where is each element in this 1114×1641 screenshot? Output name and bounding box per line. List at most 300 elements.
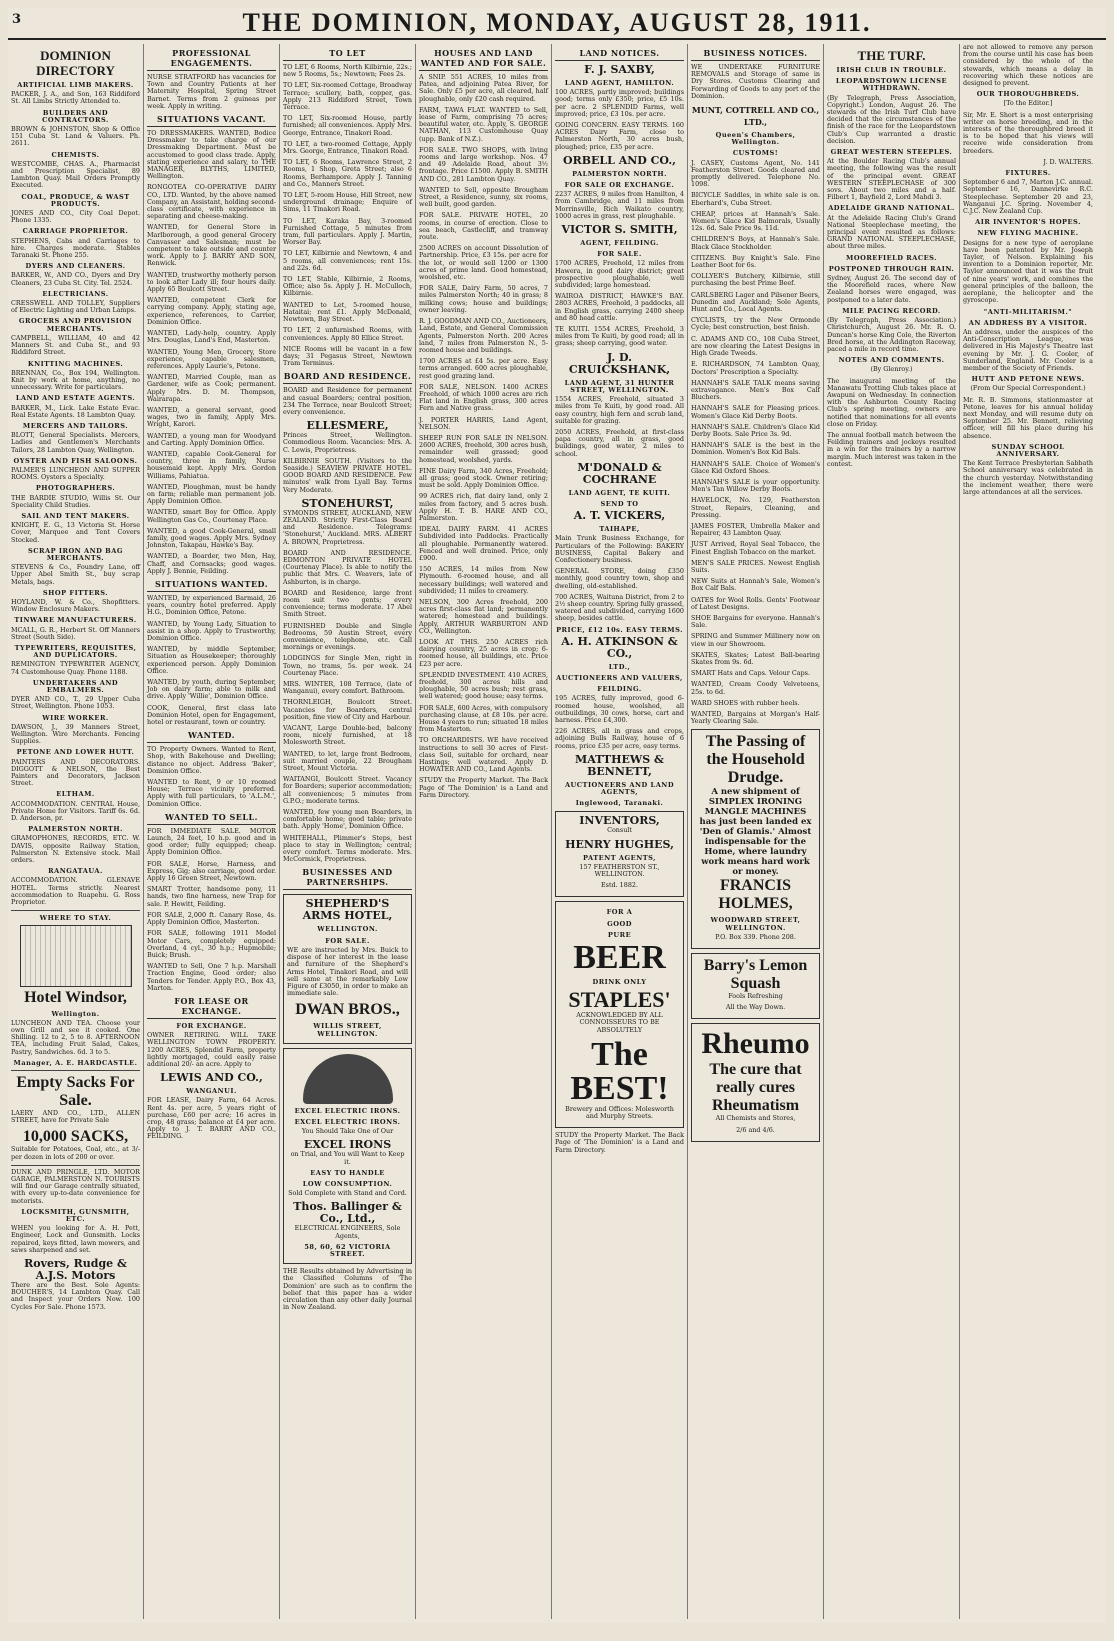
irish-title: IRISH CLUB IN TROUBLE. [836,66,947,74]
directory-entry: JONES AND CO., City Coal Depot. Phone 1335. [11,209,140,225]
vickers-name: A. T. VICKERS, [573,509,666,523]
results-notice: THE Results obtained by Advertising in the Classified Columns of 'The Dominion' are such as to confirm the belief that this paper has a wider circulation than any other daily Journal in New Zealand. [283,1267,412,1312]
directory-section-title: ELECTRICIANS. [42,289,109,298]
business-notice: HANNAH'S SALE TALK means saving extravagance. Men's Box Calf Bluchers. [691,378,820,402]
dwan-place: WILLIS STREET, WELLINGTON. [313,1022,382,1038]
directory-section-title: MERCERS AND TAILORS. [22,421,129,430]
sacks-count: 10,000 SACKS, [22,1128,129,1146]
vacant-ad: WANTED, trustworthy motherly person to look after Lady ill; four hours daily. Apply 65 Boulcott Street. [147,270,276,294]
barrys-sub: Fools Refreshing [728,992,783,1001]
business-notice: HANNAH'S SALE. Choice of Women's Glace Kid Oxford Shoes. [691,459,820,475]
rheumo-price: 2/6 and 4/6. [736,1125,775,1134]
motor-garage-ad: DUNK AND PRINGLE, LTD. MOTOR GARAGE, PALMERSTON N. TOURISTS will find our Garage centrally situated, with every up-to-date convenience for motorists. [11,1167,140,1205]
directory-entry: DAWSON, J., 39 Manners Street, Wellington. Wire Merchants. Fencing Supplies. [11,722,140,746]
directory-entry: THE BARDIE STUDIO, Willis St. Our Speciality Child Studies. [11,493,140,509]
moorefield-sub: POSTPONED THROUGH RAIN. [828,264,955,273]
directory-entry: MCALL, G. R., Herbert St. Off Manners Street (South Side). [11,625,140,641]
acre-2803: WAIROA DISTRICT, HAWKE'S BAY. 2803 ACRES, Freehold, 3 paddocks, all in English grass, carrying 2400 sheep and 80 head cattle. [555,292,684,322]
irons-trial: on Trial, and You will Want to Keep it. [290,1150,405,1166]
directory-section-title: COAL, PRODUCE, & WAST PRODUCTS. [21,192,130,208]
stonehurst-text: SYMONDS STREET, AUCKLAND, NEW ZEALAND. Strictly First-Class Board and Residence. Telegrams: 'Stonehurst,' Auckland. MRS. ALBERT A. BROWN, Proprietress. [283,508,412,546]
munt-name: MUNT, COTTRELL AND CO., LTD., [691,105,820,128]
hughes-sub: PATENT AGENTS, [583,853,656,862]
land-ad: 99 ACRES rich, flat dairy land, only 2 miles from factory, and 5 acres bush. Apply H. T. B. HARE AND CO., Palmerston. [419,492,548,522]
vacant-ad: WANTED, Married Couple, man as Gardener, wife as Cook; permanent. Apply Mrs. D. M. Thompson, Wairarapa. [147,373,276,403]
anti-sub: AN ADDRESS BY A VISITOR. [968,318,1088,327]
board-heading: BOARD AND RESIDENCE. [283,371,412,384]
smith-name: VICTOR S. SMITH, [561,223,678,237]
board-text: BOARD and Residence for permanent and casual Boarders; central position, 234 The Terrace, near Boulcott Street; every convenience. [283,386,412,416]
staples-pure: PURE [607,930,632,939]
matthews-name: MATTHEWS & BENNETT, [575,752,664,778]
holmes-phone: P.O. Box 339. Phone 208. [715,932,796,941]
vacant-ad: TO DRESSMAKERS. WANTED, Bodice Dressmaker to take charge of our Dressmaking Department. Must be accustomed to good class trade. Apply, stating experience and salary, to THE MANAGER, BLYTHS, LIMITED, Wellington. [147,129,276,181]
sacks-note: Suitable for Potatoes, Coal, etc., at 3/- per dozen in lots of 200 or over. [11,1145,140,1161]
sell-ad: SMART Trotter, handsome pony, 11 hands, two fine harness, new Trap for sale. P. Hewitt, Feilding. [147,885,276,908]
business-notice: COLLYER'S Butchery, Kilbirnie, still purchasing the best Prime Beef. [691,272,820,288]
land-ad: NELSON, 300 Acres freehold, 200 acres first-class flat land; permanently watered; homestead and buildings. Apply, ARTHUR WARBURTON AND CO., Wellington. [419,598,548,635]
directory-section-title: SHOP FITTERS. [42,588,109,597]
vickers-place: TAIHAPE, [599,525,640,534]
business-notice: WANTED, Bargains at Morgan's Half-Yearly Clearing Sale. [691,710,820,726]
business-notice: HANNAH'S SALE is your opportunity. Men's Tan Willow Derby Boots. [691,477,820,494]
business-notice: C. ADAMS AND CO., 108 Cuba Street, are now clearing the Latest Designs in High Grade Tweeds. [691,334,820,358]
land-ad: LOOK AT THIS. 250 ACRES rich dairying country, 25 acres in crop; 6-roomed house, all buildings, etc. Price £23 per acre. [419,638,548,668]
hutt-sub: (From Our Special Correspondent.) [970,384,1086,393]
land-ad: WANTED to Sell, opposite Brougham Street, a Residence, sunny, six rooms, well built, good garden. [419,185,548,209]
rheumo-line1: The cure that [709,1061,802,1079]
rovers-title: Rovers, Rudge & A.J.S. Motors [24,1256,127,1282]
thoroughbreds-signed: J. D. WALTERS. [1043,157,1093,166]
atkinson-place: FEILDING. [597,685,642,694]
staples-drink: DRINK ONLY [592,978,647,987]
land-ad: FARM, TAWA FLAT. WANTED to Sell, lease of Farm, comprising 75 acres; beautiful water, etc. Apply, S. GEORGE NATHAN, 113 Customhouse Quay (upp. Bank of N.Z.). [419,105,548,143]
acre-1554: 1554 ACRES, Freehold, situated 3 miles from Te Kuiti, by good road. All easy country, high fern and scrub land, suitable for grazing. [555,395,684,425]
directory-entry: PALMER'S LUNCHEON AND SUPPER ROOMS. Oysters a Specialty. [11,465,140,482]
to-let-ad: TO LET, Six-roomed Cottage, Broadway Terrace; scullery, bath, copper, gas. Apply 213 Riddiford Street, Town Terrace. [283,81,412,112]
land-ad: FOR SALE. PRIVATE HOTEL, 20 rooms, in course of erection. Close to sea beach, Castlecliff, and tramway route. [419,211,548,242]
rheumo-stores: All Chemists and Stores, [715,1114,796,1123]
irons-product: EXCEL IRONS [303,1138,392,1152]
sunday-text: The Kent Terrace Presbyterian Sabbath School anniversary was celebrated in the church yesterday. Notwithstanding the inclement weather, there were large attendances at all the services. [963,459,1093,496]
vacant-ad: WANTED, Young Men, Grocery, Store experience, capable salesmen, references. Apply Laurie's, Petone. [147,347,276,370]
vacant-ad: WANTED, a general servant, good wages, two in family, Apply Mrs. Wright, Karori. [147,405,276,429]
to-let-ad: TO LET, Kilbirnie and Newtown, 4 and 5 rooms, all conveniences; rent 15s. and 22s. 6d. [283,249,412,272]
irons-ad [283,1048,412,1264]
drudge-title: The Passing of the Household Drudge. [705,733,806,787]
fixtures-text: September 6 and 7, Marton J.C. annual. September 16, Dannevirke R.C. Steeplechase. September 20 and 23, Wanganui J.C. Spring. November 4, C.J.C. New Zealand Cup. [963,178,1093,216]
directory-section-title: PETONE AND LOWER HUTT. [16,748,135,757]
directory-list [11,82,140,906]
cruickshank-name: J. D. CRUICKSHANK, [568,350,671,376]
dwan-bros: DWAN BROS., [295,1001,400,1019]
land-ad: FINE Dairy Farm, 340 Acres, Freehold; all grass; good stock. Owner retiring; must be sold. Apply Dominion Office. [419,466,548,490]
rheumo-title: Rheumo [701,1027,810,1061]
turf-heading: THE TURF. [857,48,926,63]
to-let-ad: TO LET, Karaka Bay, 3-roomed Furnished Cottage, 5 minutes from tram, full particulars. Apply J. Martin, Worser Bay. [283,216,412,247]
inventors-consult: Consult [607,826,632,835]
wanted-ad: COOK, General, first class late Dominion Hotel, open for Engagement, hotel or restaurant, town or country. [147,703,276,727]
masthead [8,8,1106,40]
business-notice: HANNAH'S SALE is the best in the Dominion. Women's Box Kid Bals. [691,441,820,457]
vacant-ad: WANTED, a Boarder, two Men, Hay, Chaff, and Cornsacks; good wages. Apply J. Bennie, Feilding. [147,552,276,575]
sell-list [147,828,276,992]
lewis-place: WANGANUI. [186,1087,237,1096]
vacant-ad: WANTED, capable Cook-General for country, three in family, Nurse housemaid kept. Apply Mrs. Gordon Williams, Pahiatua. [147,449,276,480]
acre-700: 700 ACRES, Waituna District, from 2 to 2½ sheep country. Spring fully grassed, watered and subdivided, carrying 1600 sheep, besides cattle. [555,592,684,623]
sprint-text: The annual football match between the Feilding trainers and jockeys resulted in a win for the trainers by a narrow margin. Much interest was taken in the contest. [827,430,956,468]
sell-ad: FOR SALE, 2,000 ft. Canary Rose, 4s. Apply Dominion Office, Masterton. [147,910,276,927]
directory-entry: BLOTT, General Specialists. Mercers, Ladies and Gentlemen's Merchants Tailors, 28 Lambton Quay, Wellington. [11,431,140,454]
directory-entry: STEPHENS, Cabs and Carriages to hire. Charges moderate. Stables Taranaki St. Phone 255. [11,236,140,260]
rovers-text: There are the Best. Sole Agents: BOUCHER'S, 14 Lambton Quay. Call and Inspect your Orders Now. 100 Cycles For Sale. Phone 1573. [11,1280,140,1311]
price-line: PRICE, £12 10s. EASY TERMS. [556,625,683,634]
not-allowed-text: are not allowed to remove any person from the course until his case has been considered by the whole of the stewards, which means a delay in recovering which these notices are designed to prevent. [963,44,1093,88]
barrys-title: Barry's Lemon Squash [703,957,808,993]
vacant-ad: WANTED, a good Cook-General, small family, good wages. Apply Mrs. Sydney Johnston, Takapau, Hawke's Bay. [147,526,276,550]
hotel-windsor-place: Wellington. [51,1009,100,1018]
business-notice: NEW Suits at Hannah's Sale, Women's Box Calf Bals. [691,577,820,593]
land-ad: IDEAL DAIRY FARM. 41 ACRES Subdivided into Paddocks. Practically all ploughable. Permanently watered. Fenced and well drained. Price, only £900. [419,525,548,562]
directory-entry: CAMPBELL, WILLIAM, 40 and 42 Manners St. and Cuba St., and 93 Riddiford Street. [11,333,140,357]
business-notice: HAVELOCK, No. 129, Featherston Street, Repairs, Cleaning, and Pressing. [691,496,820,519]
land-ad: TO ORCHARDISTS. WE have received instructions to sell 30 acres of First-class Soil, suitable for orchard, near Hastings; well watered. Apply D. HOWATER AND CO., Land Agents. [419,736,548,774]
land-ad: STUDY the Property Market. The Back Page of 'The Dominion' is a Land and Farm Directory. [419,776,548,799]
land-ad: SPLENDID INVESTMENT. 410 ACRES, freehold, 300 acres hills and ploughable, 50 acres bush; rest grass, well watered; good house; easy terms. [419,670,548,701]
ballinger-name: Thos. Ballinger & Co., Ltd., [293,1200,402,1226]
business-notice: CARLSBERG Lager and Pilsener Beers, Dunedin and Auckland; Sole Agents, Hunt and Co., Local Agents. [691,290,820,314]
directory-section-title: GROCERS AND PROVISION MERCHANTS. [18,317,133,333]
notes-text: The inaugural meeting of the Manawatu Trotting Club takes place at Awapuni on Wednesday. In connection with the Ashburton County Racing Club's spring meeting, owners are notified that nominations for all events close on Friday. [827,376,956,428]
business-notice: SHOE Bargains for everyone. Hannah's Sale. [691,613,820,630]
vacant-heading: SITUATIONS VACANT. [147,114,276,127]
hutt-title: HUTT AND PETONE NEWS. [971,375,1085,384]
adelaide-title: ADELAIDE GRAND NATIONAL. [828,204,955,213]
staples-ad [555,901,684,1128]
newspaper-page [8,8,1106,1623]
directory-section-title: WIRE WORKER. [42,713,109,722]
orbell-name: ORBELL AND CO., [562,153,676,167]
edmonton-text: BOARD AND RESIDENCE. EDMONTON PRIVATE HOTEL (Courtenay Place). Is able to notify the public that Mrs. C. Weavers, late of Ashburton, is in charge. [283,548,412,586]
vacant-ad: WANTED, for General Store in Marlborough, a good general Grocery Canvasser and Salesman; must be competent to take outside and counter work. Apply to J. BARRY AND SON, Renwick. [147,223,276,268]
business-notice: SPRING and Summer Millinery now on view in our Showroom. [691,632,820,648]
sell-ad: FOR SALE, following 1911 Model Motor Cars, completely equipped: Overland, 4 cyl., 30 h.p.; Hupmobile; Buick; Brush. [147,929,276,959]
saxby-text: 100 ACRES, partly improved; buildings good; terms only £350; price, £5 10s. per acre. 2 SPLENDID Farms, well improved; price, £3 10s. per acre. [555,88,684,118]
thoroughbreds-to-editor: [To the Editor.] [1003,99,1053,108]
smith-place: AGENT, FEILDING. [580,239,659,248]
lease-text: FOR LEASE, Dairy Farm, 64 Acres. Rent 4s. per acre, 5 years right of purchase, £60 per acre; 16 acres in crop, 48 grass; balance at £4 per acre. Apply to J. T. BARRY AND CO., FEILDING. [147,1096,276,1141]
land-ad: J. PORTER HARRIS, Land Agent, NELSON. [419,415,548,431]
business-notice: MEN'S SALE PRICES. Newest English Suits. [691,558,820,574]
irons-tagline: EASY TO HANDLE [310,1168,385,1177]
matthews-place: Inglewood, Taranaki. [575,799,664,808]
directory-entry: PACKER, J. A., and Son, 163 Riddiford St. All Limbs Strictly Attended to. [11,90,140,106]
wanted2-heading: WANTED. [147,730,276,743]
irish-text: (By Telegraph, Press Association, Copyright.) London, August 26. The stewards of the Irish Turf Club have decided that the circumstances of the finish of the race for the Leopardstown Club's Cup warranted a drastic decision. [827,93,956,145]
great-western-text: At the Boulder Racing Club's annual meeting, the following was the result of the principal event. GREAT WESTERN STEEPLECHASE of 300 sovs. About two miles and a half. Filbert 1, Bayfield 2, Lord Mahdi 3. [827,157,956,202]
wanted2-ad: TO Property Owners. Wanted to Rent, Shop, with Bakehouse and Dwelling; distance no object. Address 'Baker', Dominion Office. [147,745,276,775]
lewis-name: LEWIS AND CO., [160,1071,263,1085]
ballinger-address: 58, 60, 62 VICTORIA STREET. [304,1242,391,1258]
column-news [960,44,1096,1619]
directory-section-title: RANGATAUA. [48,867,103,876]
wanted-ad: WANTED, by youth, during September, Job on dairy farm; able to milk and drive. Apply 'Willie', Dominion Office. [147,678,276,701]
shepherds-forsale: FOR SALE. [325,936,370,945]
nurse-ad: NURSE STRATFORD has vacancies for Town and Country Patients at her Maternity Hospital, Spring Street Barnet. Terms from 2 guineas per week. Apply in writing. [147,73,276,110]
inventors-title: INVENTORS, [579,814,660,828]
rheumo-line2: really cures [716,1079,795,1097]
directory-entry: BROWN & JOHNSTON, Shop & Office 151 Cuba St. Land & Valuers. Ph. 2611. [11,125,140,148]
irons-cost: LOW CONSUMPTION. [302,1179,393,1188]
wanted-list [147,595,276,726]
business-notice: OATES for Wool Rolls. Gents' Footwear of Latest Designs. [691,595,820,611]
directory-section-title: KNITTING MACHINES. [27,359,124,368]
locksmith-title: LOCKSMITH, GUNSMITH, ETC. [21,1207,130,1223]
to-let-ad: TO LET, 6 Rooms, North Kilbirnie, 22s.; new 5 Rooms, 5s.; Newtown; Fees 2s. [283,63,412,79]
directory-entry: REMINGTON TYPEWRITER AGENCY, 74 Customhouse Quay. Phone 1188. [11,660,140,676]
shepherds-name: SHEPHERD'S ARMS HOTEL, [302,897,393,923]
staples-ack: ACKNOWLEDGED BY ALL CONNOISSEURS TO BE ABSOLUTELY [576,1011,663,1034]
holmes-address: WOODWARD STREET, WELLINGTON. [710,916,801,932]
directory-entry: DYER AND CO., T., 29 Upper Cuba Street, Wellington. Phone 1053. [11,695,140,711]
directory-entry: BARKER, M., Lick. Lake Estate Evac. Real Estate Agents. 18 Lambton Quay. [11,403,140,419]
business-notice: WANTED, Cream Coody Velveteens, 25s. to 6d. [691,680,820,696]
to-let-ad: TO LET, 5-room House, Hill Street, new underground drainage; Enquire of Sims, 11 Tinakori Road. [283,191,412,214]
directory-entry: STEVENS & Co., Foundry Lane, off Upper Abel Smith St., buy scrap Metals, bags. [11,563,140,586]
atkinson-name: A. H. ATKINSON & CO., [561,634,678,660]
business-notice: CITIZENS. Buy Knight's Sale. Fine Leather Boot for 6s. [691,253,820,270]
business-notice: CHEAP, prices at Hannah's Sale. Women's Glace Kid Balmorals, Usually 12s. 6d. Sale Price 9s. 11d. [691,209,820,233]
vickers-text: Main Trunk Business Exchange, for Particulars of the Following: BAKERY BUSINESS, Capital Bakery and Confectionery business. [555,534,684,564]
stonehurst-name: STONEHURST, [301,496,394,510]
study-notice: STUDY the Property Market. The Back Page of 'The Dominion' is a Land and Farm Directory. [555,1131,684,1154]
wanted-ad: WANTED, by experienced Barmaid, 26 years, country hotel preferred. Apply H.G., Dominion Office, Petone. [147,593,276,617]
general-store: GENERAL STORE, doing £350 monthly, good country town, shop and dwelling, old-established. [555,567,684,590]
vacant-list [147,130,276,575]
irish-sub: LEOPARDSTOWN LICENSE WITHDRAWN. [835,77,948,93]
land-ad: SHEEP RUN FOR SALE IN NELSON. 2600 ACRES, freehold, 300 acres bush, remainder well grassed; good homestead, woolshed, yards. [419,433,548,464]
wanted-ad: WANTED, by middle September, Situation as Housekeeper; thoroughly experienced person. Apply Dominion Office. [147,645,276,675]
notes-title: NOTES AND COMMENTS. [838,356,945,365]
directory-entry: GRAMOPHONES, RECORDS, ETC. W. DAVIS, opposite Railway Station, Palmerston N. Extensive stock. Mail orders. [11,834,140,865]
hotel-windsor-manager: Manager, A. E. HARDCASTLE. [13,1058,138,1067]
directory-section-title: PALMERSTON NORTH. [28,825,123,834]
cruickshank-place: LAND AGENT, 31 HUNTER STREET, WELLINGTON. [564,378,675,394]
board-ad: FURNISHED Double and Single Bedrooms, 59 Austin Street, every convenience, telephone, etc. Call mornings or evenings. [283,621,412,652]
business-notice: SKATES, Skates; Latest Ball-bearing Skates from 9s. 6d. [691,650,820,666]
sacks-text: LAERY AND CO., LTD., ALLEN STREET, have for Private Sale [11,1108,140,1125]
acre-2050: 2050 ACRES, Freehold, at first-class papa country, all in grass, good buildings, good water, 2 miles to school. [555,427,684,458]
business-notices-heading: BUSINESS NOTICES. [691,48,820,61]
te-kuiti: TE KUITI. 1554 ACRES, Freehold, 3 miles from Te Kuiti, by good road; all in grass; sheep carrying, good water. [555,325,684,348]
land-list [419,74,548,799]
to-let-heading: TO LET [283,48,412,61]
directory-section-title: LAND AND ESTATE AGENTS. [15,394,136,403]
mile-text: (By Telegraph, Press Association.) Christchurch, August 26. Mr. R. O. Duncan's horse King Cole, the Riverton Bred horse, at the Addington Raceway, paced a mile in record time. [827,316,956,353]
thoroughbreds-text: Sir, Mr. E. Short is a most enterprising writer on horse breeding, and in the interests of the thoroughbred breed it is to be hoped that his views will receive wide consideration from breeders. [963,110,1093,155]
inventor-text: Designs for a new type of aeroplane have been patented by Mr. Joseph Tayler, of Nelson. Explaining his invention to a Dominion reporter, Mr. Tayler announced that it was the fruit of nine years' work, and combines the general principles of the balloon, the aeroplane, the helicopter and the gyroscope. [963,238,1093,305]
furniture-ad: WE UNDERTAKE FURNITURE REMOVALS and Storage of same in Dry Stores. Customs Clearing and Forwarding of Goods to any port of the Dominion. [691,63,820,100]
directory-section-title: SCRAP IRON AND BAG MERCHANTS. [28,546,123,562]
adelaide-text: At the Adelaide Racing Club's Grand National Steeplechase meeting, the principal event resulted as follows: GRAND NATIONAL STEEPLECHASE, about three miles. [827,213,956,251]
directory-section-title: TINWARE MANUFACTURERS. [14,616,137,625]
sunday-title: SUNDAY SCHOOL ANNIVERSARY. [991,442,1065,458]
board-ad: WANTED, to let, large front Bedroom, suit married couple, 22 Brougham Street, Mount Victoria. [283,749,412,773]
directory-section-title: ARTIFICIAL LIMB MAKERS. [17,81,134,89]
column-land-notices [552,44,688,1619]
vacant-ad: WANTED, Lady-help, country. Apply Mrs. Douglas, Land's End, Masterton. [147,329,276,345]
land-ad: FOR SALE, 600 Acres, with compulsory purchasing clause, at £8 10s. per acre. House 4 years to run; situated 18 miles from Masterton. [419,703,548,734]
land-ad: FOR SALE. TWO SHOPS, with living rooms and large workshop. Nos. 47 and 49 Adelaide Road, about 3½ frontage. Price £1500. Apply B. SMITH AND CO., 281 Lambton Quay. [419,145,548,183]
business-notice: HANNAH'S SALE. Children's Glace Kid Derby Boots. Sale Price 3s. 9d. [691,422,820,438]
kilbirnie-text: KILBIRNIE SOUTH. (Visitors to the Seaside.) SEAVIEW PRIVATE HOTEL. GOOD BOARD AND RESIDENCE. Few minutes' walk from Lyall Bay. Terms Very Moderate. [283,456,412,494]
notice-list [691,160,820,726]
to-sell-heading: WANTED TO SELL. [147,812,276,825]
directory-section-title: DYERS AND CLEANERS. [25,262,126,271]
moorefield-text: Sydney, August 26. The second day of the Moorefield races, where New Zealand horses were engaged, was postponed to a later date. [827,274,956,304]
land-ad: FOR SALE, NELSON. 1400 ACRES Freehold, of which 1000 acres are rich Flat land in English grass, 300 acres Fern and Native grass. [419,382,548,413]
board-ad: MRS. WINTER, 108 Terrace, (late of Wanganui), every comfort. Bathroom. [283,680,412,696]
vacant-ad: WANTED, competent Clerk for carrying company. Apply, stating age, experience, references, to Carrier, Dominion Office. [147,296,276,326]
inventor-title: AIR INVENTOR'S HOPES. [975,218,1081,227]
to-let-ad: TO LET, Six-roomed House, partly furnished; all conveniences. Apply Mrs. George, Entrance, Tinakori Road. [283,114,412,137]
staples-beer: BEER [573,939,666,977]
business-notice: SMART Hats and Caps. Velour Caps. [691,669,810,678]
iron-illustration [303,1054,393,1104]
directory-entry: HOYLAND, W. & Co., Shopfitters. Window Enclosure Makers. [11,597,140,614]
irons-sold: Sold Complete with Stand and Cord. [288,1189,407,1198]
inventors-ad [555,811,684,897]
board-ad: VACANT, Large Double-bed, balcony room, nicely furnished, at 18 Molesworth Street. [283,724,412,747]
to-let-list [283,64,412,367]
directory-section-title: SAIL AND TENT MAKERS. [21,511,130,520]
directory-entry: PAINTERS AND DECORATORS. DIGGOTT & NELSON, the Best Painters and Decorators, Jackson Street. [11,757,140,788]
wanted-heading: SITUATIONS WANTED. [147,579,276,592]
directory-entry: KNIGHT, E. G., 13 Victoria St. Horse Cover, Marquee and Tent Covers Stocked. [11,521,140,544]
shepherds-text: WE are instructed by Mrs. Buick to dispose of her interest in the lease and furniture of the Shepherd's Arms Hotel, Tinakori Road, and will sell same at the remarkably Low Figure of £3050, in order to make an immediate sale. [287,945,408,998]
board-ad: THORNLEIGH, Boulcott Street. Vacancies for Boarders, central position, fine view of City and Harbour. [283,698,412,721]
to-let-ad: TO LET, Stable, Kilbirnie, 2 Rooms, Office; also 5s. Apply J. H. McCulloch, Kilbirnie. [283,275,412,298]
directory-section-title: CHEMISTS. [51,150,100,159]
rheumo-ad [691,1023,820,1141]
column-houses-land [416,44,552,1619]
column-to-let [280,44,416,1619]
directory-section-title: ELTHAM. [56,790,95,799]
lease-heading: FOR LEASE OR EXCHANGE. [147,996,276,1019]
board-ad: LODGINGS for Single Men, right in Town, no trams, 5s. per week. 24 Courtenay Place. [283,654,412,677]
hughes-estd: Estd. 1882. [601,881,638,890]
directory-section-title: TYPEWRITERS, REQUISITES, AND DUPLICATORS. [14,644,137,660]
thoroughbreds-title: OUR THOROUGHBREDS. [976,90,1080,99]
moorefield-title: MOOREFIELD RACES. [846,253,937,262]
directory-heading: DOMINION DIRECTORY [36,48,115,78]
acre-2237: 2237 ACRES, 9 miles from Hamilton, 4 from Cambridge, and 11 miles from Morrinsville, Rich Waikato country, 1000 acres in grass, rest ploughable. [555,190,684,220]
rheumo-line3: Rheumatism [711,1097,800,1115]
professional-heading: PROFESSIONAL ENGAGEMENTS. [147,48,276,71]
where-to-stay: WHERE TO STAY. [39,914,112,923]
directory-section-title: UNDERTAKERS AND EMBALMERS. [32,678,119,695]
staples-best: The BEST! [570,1035,669,1107]
page-number: 3 [12,12,22,27]
anti-text: An address, under the auspices of the Anti-Conscription League, was delivered in His Majesty's Theatre last evening by Mr. J. G. Cooler, of Sunderland, England. Mr. Cooler is a member of the Society of Friends. [963,327,1093,372]
directory-entry: BARKER, W., AND CO., Dyers and Dry Cleaners, 23 Cuba St. City. Tel. 2524. [11,271,140,287]
exchange-heading: FOR EXCHANGE. [176,1021,247,1030]
directory-section-title: OYSTER AND FISH SALOONS. [13,456,138,465]
hotel-illustration [20,925,132,987]
ellesmere-text: Princes Street, Wellington. Commodious Room. Vacancies: Mrs. A. C. Lewis, Proprietress. [283,431,412,454]
staples-for-a: FOR A [606,908,633,917]
ellesmere-name: ELLESMERE, [306,419,389,433]
to-let-ad: NICE Rooms will be vacant in a few days; 31 Pegasus Street, Newtown Tram Terminus. [283,344,412,368]
hughes-address: 157 FEATHERSTON ST., WELLINGTON. [579,862,660,879]
mile-title: MILE PACING RECORD. [842,306,941,315]
land-ad: 2500 ACRES on account Dissolution of Partnership. Price, £3 15s. per acre for the lot, or would sell 1200 or 1300 acres of prime land. Good homestead, woolshed, etc. [419,244,548,282]
ballinger-sub: ELECTRICAL ENGINEERS, Sole Agents, [294,1224,401,1240]
shepherds-ad [283,894,412,1043]
directory-section-title: BUILDERS AND CONTRACTORS. [42,108,109,124]
saxby-sub: LAND AGENT, HAMILTON. [564,79,675,87]
drudge-body: A new shipment of SIMPLEX IRONING MANGLE MACHINES has just been landed ex 'Den of Glamis.' Almost indispensable for the Home, where laundry work means hard work or money. [699,787,812,878]
business-notice: CYCLISTS, try the New Ormonde Cycle; best construction, best finish. [691,316,820,332]
land-ad: 150 ACRES, 14 miles from New Plymouth. 6-roomed house, and all necessary buildings; well watered and subdivided; 11 miles to creamery. [419,565,548,595]
column-turf [824,44,960,1619]
to-let-ad: WANTED to Let, 5-roomed house, Hataitai; rent £1. Apply McDonald, Newtown, Bay Street. [283,300,412,324]
matthews-sub: AUCTIONEERS AND LAND AGENTS, [564,780,675,796]
sacks-title: Empty Sacks For Sale. [16,1073,135,1109]
sell-ad: FOR SALE, Horse, Harness, and Express, Gig; also carriage, good order. Apply 16 Green Street, Newtown. [147,859,276,883]
business-notice: CHILDREN'S Boys, at Hannah's Sale. Black Glace Stockholder. [691,235,820,251]
irons-cta: You Should Take One of Our [301,1127,394,1136]
business-notice: BICYCLE Saddles, in white sale is on. Eberhard's, Cuba Street. [691,191,820,207]
business-notice: JUST Arrived, Royal Seal Tobacco, the Finest English Tobacco on the market. [691,540,820,556]
newspaper-title: THE DOMINION, MONDAY, AUGUST 28, 1911. [242,8,872,37]
saxby-name: F. J. SAXBY, [584,63,655,76]
irons-sub: EXCEL ELECTRIC IRONS. [294,1117,401,1126]
exchange-text: OWNER RETIRING. WILL TAKE WELLINGTON TOWN PROPERTY. 1200 ACRES, Splendid Farm, property lightly mortgaged, could easily raise additional 20/- an acre. Apply to [147,1031,276,1068]
shepherds-place: WELLINGTON. [317,925,378,934]
customs-heading: CUSTOMS! [732,149,779,158]
hotel-windsor-body: LUNCHEON AND TEA. Choose your own Grill and see it cooked. One Shilling. 12 to 2, 5 to 8. AFTERNOON TEA, including Fruit Salad, Cakes, Pastry, Sandwiches. 6d. 3 to 5. [11,1018,140,1056]
land-ad: 1700 ACRES at £4 5s. per acre. Easy terms arranged. 600 acres ploughable, rest good grazing land. [419,357,548,380]
acre-1700: 1700 ACRES, Freehold, 12 miles from Hawera, in good dairy district; great prospective ploughable, well subdivided; large homestead. [555,259,684,290]
hughes-name: HENRY HUGHES, [565,837,674,851]
anti-title: "ANTI-MILITARISM." [983,307,1073,316]
atkinson-ltd: LTD., [608,662,631,671]
holmes-name: FRANCIS HOLMES, [718,877,793,913]
column-situations [144,44,280,1619]
land-ad: FOR SALE, Dairy Farm, 50 acres, 7 miles Palmerston North; 40 in grass; 8 milking cows; house and buildings; owner leaving. [419,284,548,314]
mcdonald-name: M'DONALD & COCHRANE [577,460,662,486]
barrys-ad [691,953,820,1019]
vickers-send: SEND TO [600,499,639,508]
sell-ad: WANTED to Sell, One 7 h.p. Marshall Traction Engine, Good order; also Tenders for Tender. Apply P.O., Box 43, Marton. [147,962,276,992]
sell-ad: FOR IMMEDIATE SALE. MOTOR Launch, 24 feet, 10 h.p. good and in good order; fully equipped; cheap. Apply Dominion Office. [147,826,276,857]
acre-195: 195 ACRES, fully improved, good 6-roomed house, woolshed, all outbuildings, 30 cows, horse, cart and harness. Price £4,300. [555,694,684,724]
directory-entry: ACCOMMODATION. CENTRAL House, Private Home for Visitors. Tariff 6s. 6d. D. Anderson, pr. [11,799,140,823]
business-heading: BUSINESSES AND PARTNERSHIPS. [283,867,412,890]
staples-brewery: Brewery and Offices: Molesworth and Murphy Streets. [565,1104,674,1121]
board-ad: WHITEHALL, Plimmer's Steps, best place to stay in Wellington; central; every comfort. Terms moderate. Mrs. McCormick, Proprietress. [283,833,412,864]
directory-entry: CRESSWELL AND TOLLEY, Suppliers of Electric Lighting and Urban Lamps. [11,299,140,315]
hutt-text: Mr. R. B. Simmons, stationmaster at Petone, leaves for his annual holiday next Monday, and will resume duty on September 25. Mr. Bennett, relieving officer, will fill his place during his absence. [963,395,1093,440]
irons-title: EXCEL ELECTRIC IRONS. [294,1106,401,1115]
forsale-label: FOR SALE. [597,250,642,259]
staples-brand: STAPLES' [568,987,671,1013]
hotel-windsor-name: Hotel Windsor, [24,988,127,1006]
vacant-ad: WANTED, smart Boy for Office. Apply Wellington Gas Co., Courtenay Place. [147,508,276,524]
vacant-ad: RONGOTEA CO-OPERATIVE DAIRY CO., LTD. Wanted, by the above named Company, an Assistant, holding second-class certificate, with experience in separating and cheese-making. [147,183,276,221]
directory-section-title: CARRIAGE PROPRIETOR. [22,227,129,236]
